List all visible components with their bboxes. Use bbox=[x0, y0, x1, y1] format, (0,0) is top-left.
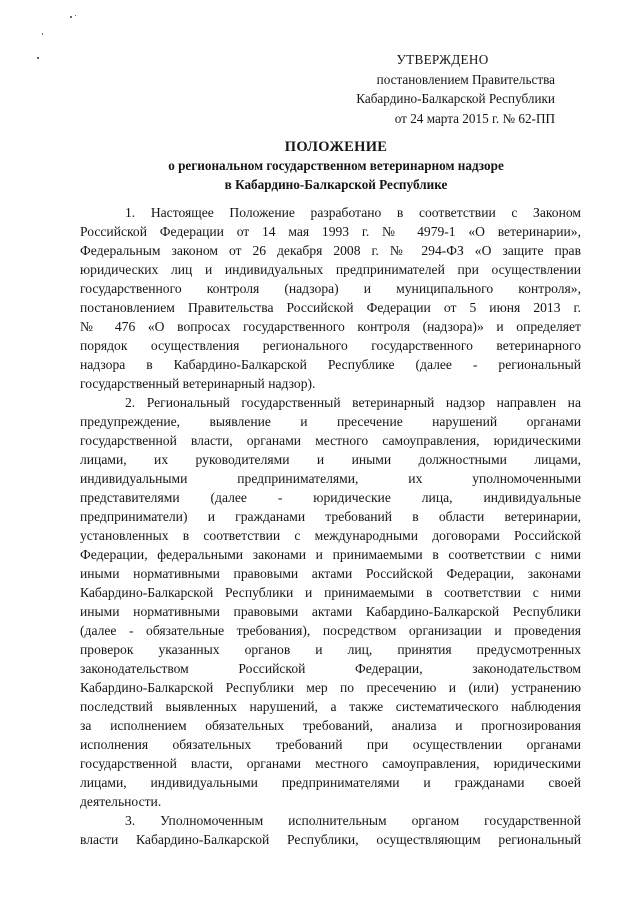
paragraph-line: законодательством Российской Федерации, законодательством bbox=[80, 661, 581, 676]
paragraph-line: Кабардино-Балкарской Республики и принимаемыми в соответствии с ними bbox=[80, 585, 581, 600]
paragraph-line: Федеральным законом от 26 декабря 2008 г. № 294-ФЗ «О защите прав bbox=[80, 243, 581, 258]
paragraph-line: государственный ветеринарный надзор). bbox=[80, 376, 316, 391]
paragraph-line: (далее - обязательные требования), посредством организации и проведения bbox=[80, 623, 581, 638]
approval-line: постановлением Правительства bbox=[376, 71, 555, 87]
paragraph-line: надзора в Кабардино-Балкарской Республике (далее - региональный bbox=[80, 357, 581, 372]
paragraph-line: за исполнением обязательных требований, анализа и прогнозирования bbox=[80, 718, 581, 733]
paragraph-line: государственного контроля (надзора) и муниципального контроля», bbox=[80, 281, 581, 296]
paragraph-line: предприниматели) и гражданами требований в области ветеринарии, bbox=[80, 509, 581, 524]
paragraph-line: проверок указанных органов и лиц, принятия предусмотренных bbox=[80, 642, 581, 657]
document-heading bbox=[80, 138, 592, 194]
document-body bbox=[80, 203, 581, 849]
paragraph-line: исполнения обязательных требований при осуществлении органами bbox=[80, 737, 581, 752]
paragraph-line: порядок осуществления регионального государственного ветеринарного bbox=[80, 338, 581, 353]
paragraph-line: лицами, их руководителями и иными должностными лицами, bbox=[80, 452, 581, 467]
paragraph-line: иными нормативными правовыми актами Кабардино-Балкарской Республики bbox=[80, 604, 581, 619]
paragraph-line: 2. Региональный государственный ветеринарный надзор направлен на bbox=[125, 395, 581, 410]
paragraph-line: лицами, индивидуальными предпринимателями и гражданами своей bbox=[80, 775, 581, 790]
paragraph-line: установленных в соответствии с международными договорами Российской bbox=[80, 528, 581, 543]
paragraph-line: индивидуальными предпринимателями, их уполномоченными bbox=[80, 471, 581, 486]
paragraph-line: государственной власти, органами местного самоуправления, юридическими bbox=[80, 433, 581, 448]
paragraph-2 bbox=[80, 393, 581, 811]
document-subtitle-line: о региональном государственном ветеринарном надзоре bbox=[168, 158, 504, 173]
paragraph-line: Российской Федерации от 14 мая 1993 г. № 4979-1 «О ветеринарии», bbox=[80, 224, 581, 239]
paragraph-1 bbox=[80, 203, 581, 393]
paragraph-line: власти Кабардино-Балкарской Республики, осуществляющим региональный bbox=[80, 832, 581, 847]
document-subtitle-line: в Кабардино-Балкарской Республике bbox=[224, 176, 448, 192]
document-title: ПОЛОЖЕНИЕ bbox=[284, 139, 388, 155]
paragraph-3 bbox=[80, 811, 581, 849]
scan-speck bbox=[37, 57, 39, 59]
paragraph-line: представителями (далее - юридические лица, индивидуальные bbox=[80, 490, 581, 505]
paragraph-line: постановлением Правительства Российской Федерации от 5 июня 2013 г. bbox=[80, 300, 581, 315]
paragraph-line: последствий выявленных нарушений, а также систематического наблюдения bbox=[80, 699, 581, 714]
scan-speck bbox=[70, 16, 72, 18]
paragraph-line: предупреждение, выявление и пресечение нарушений органами bbox=[80, 414, 581, 429]
paragraph-line: Кабардино-Балкарской Республики мер по пресечению и (или) устранению bbox=[80, 680, 581, 695]
paragraph-line: иными нормативными правовыми актами Российской Федерации, законами bbox=[80, 566, 581, 581]
paragraph-line: 3. Уполномоченным исполнительным органом государственной bbox=[125, 813, 581, 828]
approval-block bbox=[330, 50, 555, 128]
paragraph-line: № 476 «О вопросах государственного контроля (надзора)» и определяет bbox=[80, 319, 581, 334]
approval-line: от 24 марта 2015 г. № 62-ПП bbox=[394, 110, 555, 126]
scan-speck bbox=[75, 15, 76, 16]
paragraph-line: Федерации, федеральными законами и принимаемыми в соответствии с ними bbox=[80, 547, 581, 562]
paragraph-line: 1. Настоящее Положение разработано в соответствии с Законом bbox=[125, 205, 581, 220]
paragraph-line: деятельности. bbox=[80, 794, 162, 809]
approval-title: УТВЕРЖДЕНО bbox=[396, 52, 489, 67]
paragraph-line: юридических лиц и индивидуальных предпринимателей при осуществлении bbox=[80, 262, 581, 277]
scan-speck bbox=[42, 33, 43, 35]
approval-line: Кабардино-Балкарской Республики bbox=[356, 91, 555, 106]
paragraph-line: государственной власти, органами местного самоуправления, юридическими bbox=[80, 756, 581, 771]
